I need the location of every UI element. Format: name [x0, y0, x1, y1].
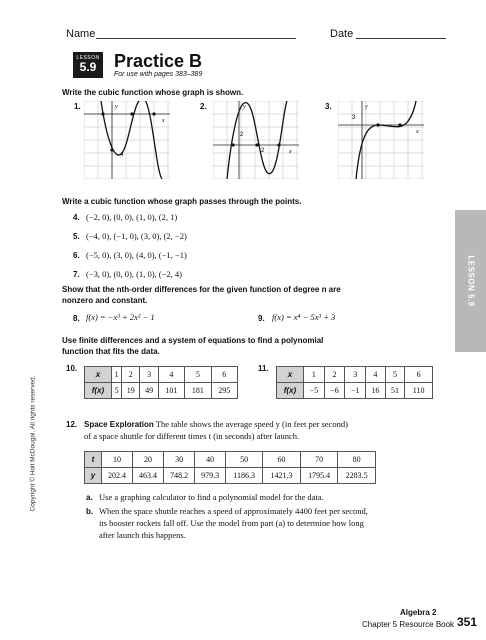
graph2-tick-y: 2: [240, 132, 244, 138]
problem12-cell: 2283.5: [338, 468, 376, 484]
problem12-cell: 748.2: [164, 468, 195, 484]
graph2-y-label: y: [243, 104, 246, 110]
item9-text: f(x) = x⁴ − 5x³ + 3: [272, 312, 336, 322]
table10-cell: 49: [140, 383, 158, 399]
lesson-badge: [73, 52, 103, 78]
graph2-x-label: x: [289, 149, 292, 155]
problem12-y-row: [85, 468, 376, 484]
table10-cell: 1: [112, 367, 122, 383]
date-field[interactable]: [356, 38, 446, 39]
problem12-t-row: [85, 452, 376, 468]
table11-cell: −6: [324, 383, 345, 399]
item8-number: 8.: [73, 314, 80, 323]
table11-cell: 16: [366, 383, 386, 399]
table10-fx-header: f(x): [85, 383, 112, 399]
problem12-text-line2: of a space shuttle for different times t (in seconds) after launch.: [84, 431, 300, 441]
problem12-cell: 1795.4: [300, 468, 338, 484]
graph2-tick-x: 2: [261, 148, 265, 154]
table11-cell: 110: [405, 383, 433, 399]
graph1-tick-label: 4: [120, 152, 124, 158]
table11-x-row: [277, 367, 433, 383]
item6-number: 6.: [73, 251, 80, 260]
problem12-cell: 20: [133, 452, 164, 468]
table11-number: 11.: [258, 364, 269, 373]
page-number: 351: [457, 615, 478, 629]
table10-cell: 5: [185, 367, 211, 383]
table10-cell: 19: [122, 383, 140, 399]
table10-cell: 4: [158, 367, 184, 383]
table11-x-header: x: [277, 367, 304, 383]
problem12-text-line1: The table shows the average speed y (in feet per second): [155, 419, 348, 429]
part-b-line2: its booster rockets fall off. Use the model from part (a) to determine how long: [99, 518, 364, 528]
date-label: Date: [330, 28, 354, 40]
part-b-line3: after launch this happens.: [99, 530, 186, 540]
copyright-notice: Copyright © Holt McDougal. All rights reserved.: [29, 375, 37, 512]
graph3-y-label: y: [365, 104, 368, 110]
item5-text: (−4, 0), (−1, 0), (3, 0), (2, −2): [86, 231, 187, 241]
lesson-side-tab-label: LESSON 5.9: [466, 255, 475, 307]
table11: [276, 366, 433, 399]
table10-cell: 3: [140, 367, 158, 383]
lesson-badge-number: 5.9: [79, 60, 97, 74]
name-field[interactable]: [96, 38, 296, 39]
graph1-number: 1.: [74, 102, 81, 111]
page-subtitle: For use with pages 383–389: [114, 71, 203, 78]
item4-text: (−2, 0), (0, 0), (1, 0), (2, 1): [86, 212, 178, 222]
table10: [84, 366, 238, 399]
section3-instruction-line2: nonzero and constant.: [62, 296, 148, 305]
problem12-y-header: y: [85, 468, 102, 484]
table10-fx-row: [85, 383, 238, 399]
problem12-cell: 30: [164, 452, 195, 468]
problem12-cell: 202.4: [102, 468, 133, 484]
graph3-x-label: x: [416, 129, 419, 135]
table10-x-row: [85, 367, 238, 383]
graph3-number: 3.: [325, 102, 332, 111]
part-a-text: Use a graphing calculator to find a polynomial model for the data.: [99, 492, 324, 502]
item5-number: 5.: [73, 232, 80, 241]
graph2-number: 2.: [200, 102, 207, 111]
section4-instruction-line1: Use finite differences and a system of equations to find a polynomial: [62, 336, 324, 345]
section4-instruction-line2: function that fits the data.: [62, 347, 160, 356]
table10-x-header: x: [85, 367, 112, 383]
problem12-cell: 10: [102, 452, 133, 468]
problem12-cell: 1421.3: [263, 468, 301, 484]
graph1: [84, 101, 170, 179]
problem12-cell: 1186.3: [226, 468, 263, 484]
problem12-table: [84, 451, 376, 484]
table11-cell: 2: [324, 367, 345, 383]
table11-cell: −1: [345, 383, 366, 399]
problem12-line1: [84, 419, 348, 429]
table11-fx-header: f(x): [277, 383, 304, 399]
page-title: Practice B: [114, 51, 203, 71]
table10-cell: 5: [112, 383, 122, 399]
part-b-label: b.: [86, 507, 94, 516]
footer-book: Algebra 2: [400, 608, 437, 617]
problem12-cell: 80: [338, 452, 376, 468]
problem12-cell: 463.4: [133, 468, 164, 484]
table11-cell: 6: [405, 367, 433, 383]
graph1-x-label: x: [162, 118, 165, 124]
table11-cell: −5: [304, 383, 325, 399]
problem12-lead: Space Exploration: [84, 420, 154, 429]
graph1-y-label: y: [115, 104, 118, 110]
lesson-side-tab: [455, 210, 486, 352]
part-b-line1: When the space shuttle reaches a speed of approximately 4400 feet per second,: [99, 506, 368, 516]
table10-number: 10.: [66, 364, 78, 373]
problem12-cell: 40: [195, 452, 226, 468]
problem12-cell: 70: [300, 452, 338, 468]
footer-chapter: Chapter 5 Resource Book: [362, 620, 455, 629]
table11-cell: 5: [385, 367, 405, 383]
problem12-cell: 60: [263, 452, 301, 468]
table10-cell: 181: [185, 383, 211, 399]
item9-number: 9.: [258, 314, 265, 323]
problem12-cell: 979.3: [195, 468, 226, 484]
section1-instruction: Write the cubic function whose graph is shown.: [62, 88, 244, 97]
table11-cell: 4: [366, 367, 386, 383]
problem12-t-header: t: [85, 452, 102, 468]
item7-number: 7.: [73, 270, 80, 279]
lesson-badge-label: LESSON: [76, 55, 100, 61]
table10-cell: 6: [211, 367, 237, 383]
item8-text: f(x) = −x³ + 2x² − 1: [86, 312, 155, 322]
part-a-label: a.: [86, 493, 93, 502]
table10-cell: 101: [158, 383, 184, 399]
graph3-tick-label: 3: [352, 115, 356, 121]
table10-cell: 2: [122, 367, 140, 383]
problem12-cell: 50: [226, 452, 263, 468]
graph3: [338, 101, 424, 179]
table11-cell: 3: [345, 367, 366, 383]
problem12-number: 12.: [66, 420, 78, 429]
section3-instruction-line1: Show that the nth-order differences for the given function of degree n are: [62, 285, 341, 294]
table11-fx-row: [277, 383, 433, 399]
name-label: Name: [66, 28, 96, 40]
table11-cell: 51: [385, 383, 405, 399]
item4-number: 4.: [73, 213, 80, 222]
table10-cell: 295: [211, 383, 237, 399]
item7-text: (−3, 0), (0, 0), (1, 0), (−2, 4): [86, 269, 182, 279]
graph2: [213, 101, 299, 179]
table11-cell: 1: [304, 367, 325, 383]
item6-text: (−5, 0), (3, 0), (4, 0), (−1, −1): [86, 250, 187, 260]
section2-instruction: Write a cubic function whose graph passes through the points.: [62, 197, 302, 206]
